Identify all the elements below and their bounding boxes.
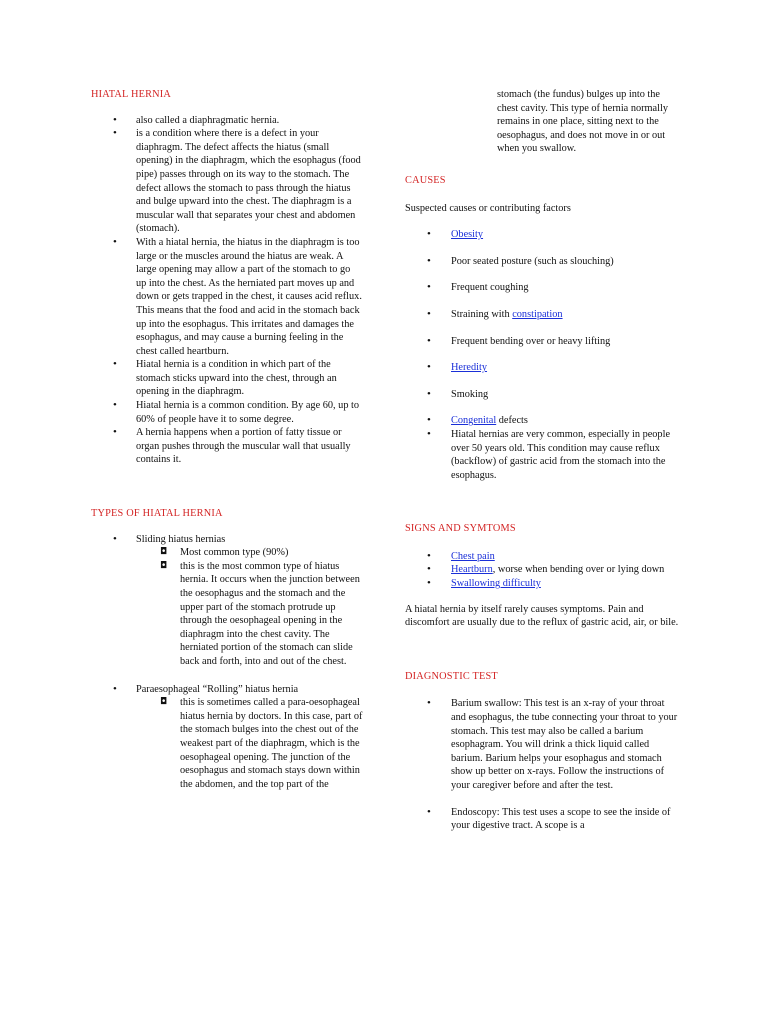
constipation-link[interactable]: constipation <box>512 308 563 320</box>
list-item: • Hiatal hernia is a common condition. By age 60, up to 60% of people have it to some degree. <box>91 399 363 426</box>
sub-list-item: ◘ this is sometimes called a para-oesophageal hiatus hernia by doctors. In this case, part of the stomach bulges into the chest out of the weakest part of the diaphragm, which is the oesophageal opening. The junction of the oesophagus and stomach stays down within the abdomen, and the top part of the <box>136 696 363 791</box>
sliding-label: Sliding hiatus hernias <box>136 533 226 545</box>
diagnostic-heading: DIAGNOSTIC TEST <box>405 670 498 682</box>
left-column <box>91 88 363 791</box>
list-item <box>405 563 680 577</box>
list-item: • Barium swallow: This test is an x-ray of your throat and esophagus, the tube connecting your throat to your stomach. This test may also be called a barium esophagram. You will drink a thick liquid called barium. Barium helps your esophagus and stomach show up better on x-rays. Follow the instructions of your caregiver before and after the test. <box>405 697 680 792</box>
paraesophageal-sublist <box>136 696 363 791</box>
causes-intro: Suspected causes or contributing factors <box>405 202 571 214</box>
signs-paragraph: A hiatal hernia by itself rarely causes symptoms. Pain and discomfort are usually due to the reflux of gastric acid, air, or bile. <box>405 603 679 629</box>
list-item: • Smoking <box>405 388 680 402</box>
list-item: • Frequent coughing <box>405 281 680 295</box>
signs-heading: SIGNS AND SYMTOMS <box>405 523 516 535</box>
list-item <box>405 550 680 564</box>
list-item <box>405 228 680 242</box>
continuation-text: stomach (the fundus) bulges up into the chest cavity. This type of hernia normally remains in one place, sitting next to the oesophagus, and does not move in or out when you swallow. <box>497 89 668 155</box>
paraesophageal-label: Paraesophageal “Rolling” hiatus hernia <box>136 683 299 695</box>
list-item-paraesophageal <box>91 683 363 792</box>
list-item: • is a condition where there is a defect in your diaphragm. The defect affects the hiatus (small opening) in the diaphragm, which the esophagus (food pipe) passes through on its way to the stomach. The defect allows the stomach to pass through the hiatus and bulge upward into the chest. The diaphragm is a muscular wall that separates your chest and abdomen (stomach). <box>91 127 363 236</box>
signs-list <box>405 550 680 591</box>
list-item: • Frequent bending over or heavy lifting <box>405 335 680 349</box>
straining-text: Straining with <box>451 308 513 320</box>
hiatal-hernia-list <box>91 114 363 467</box>
list-item: • Hiatal hernias are very common, especially in people over 50 years old. This condition may cause reflux (backflow) of gastric acid from the stomach into the esophagus. <box>405 428 680 482</box>
list-item-sliding <box>91 533 363 669</box>
list-item: • A hernia happens when a portion of fatty tissue or organ pushes through the muscular wall that usually contains it. <box>91 426 363 467</box>
list-item <box>405 361 680 375</box>
list-item <box>405 414 680 428</box>
congenital-text: defects <box>496 415 528 427</box>
heartburn-text: , worse when bending over or lying down <box>492 564 665 576</box>
sliding-sublist <box>136 546 363 668</box>
list-item: • Hiatal hernia is a condition in which part of the stomach sticks upward into the chest, through an opening in the diaphragm. <box>91 358 363 399</box>
list-item <box>405 577 680 591</box>
causes-heading: CAUSES <box>405 174 446 186</box>
types-list <box>91 533 363 792</box>
right-column <box>405 88 680 833</box>
types-heading: TYPES OF HIATAL HERNIA <box>91 508 223 520</box>
list-item: • also called a diaphragmatic hernia. <box>91 114 363 128</box>
sub-list-item: ◘ this is the most common type of hiatus hernia. It occurs when the junction between the oesophagus and the stomach and the upper part of the stomach protrude up through the oesophageal opening in the diaphragm into the chest cavity. The herniated portion of the stomach can slide back and forth, into and out of the chest. <box>136 560 363 669</box>
congenital-link[interactable]: Congenital <box>451 415 497 427</box>
diagnostic-list <box>405 697 680 832</box>
hiatal-hernia-heading: HIATAL HERNIA <box>91 89 172 100</box>
heartburn-link[interactable]: Heartburn <box>451 564 493 576</box>
heredity-link[interactable]: Heredity <box>451 362 488 374</box>
list-item: • Poor seated posture (such as slouching) <box>405 255 680 269</box>
list-item: • Endoscopy: This test uses a scope to see the inside of your digestive tract. A scope is a <box>405 806 680 833</box>
obesity-link[interactable]: Obesity <box>451 229 484 241</box>
list-item: • With a hiatal hernia, the hiatus in the diaphragm is too large or the muscles around the hiatus are weak. A large opening may allow a part of the stomach to go up into the chest. As the herniated part moves up and down or gets trapped in the chest, it causes acid reflux. This means that the food and acid in the stomach back up into the esophagus. This irritates and damages the esophagus, and may cause a burning feeling in the chest called heartburn. <box>91 236 363 358</box>
causes-list <box>405 228 680 482</box>
swallowing-difficulty-link[interactable]: Swallowing difficulty <box>451 578 541 590</box>
list-item <box>405 308 680 322</box>
chest-pain-link[interactable]: Chest pain <box>451 550 495 562</box>
sub-list-item: ◘ Most common type (90%) <box>136 546 363 560</box>
